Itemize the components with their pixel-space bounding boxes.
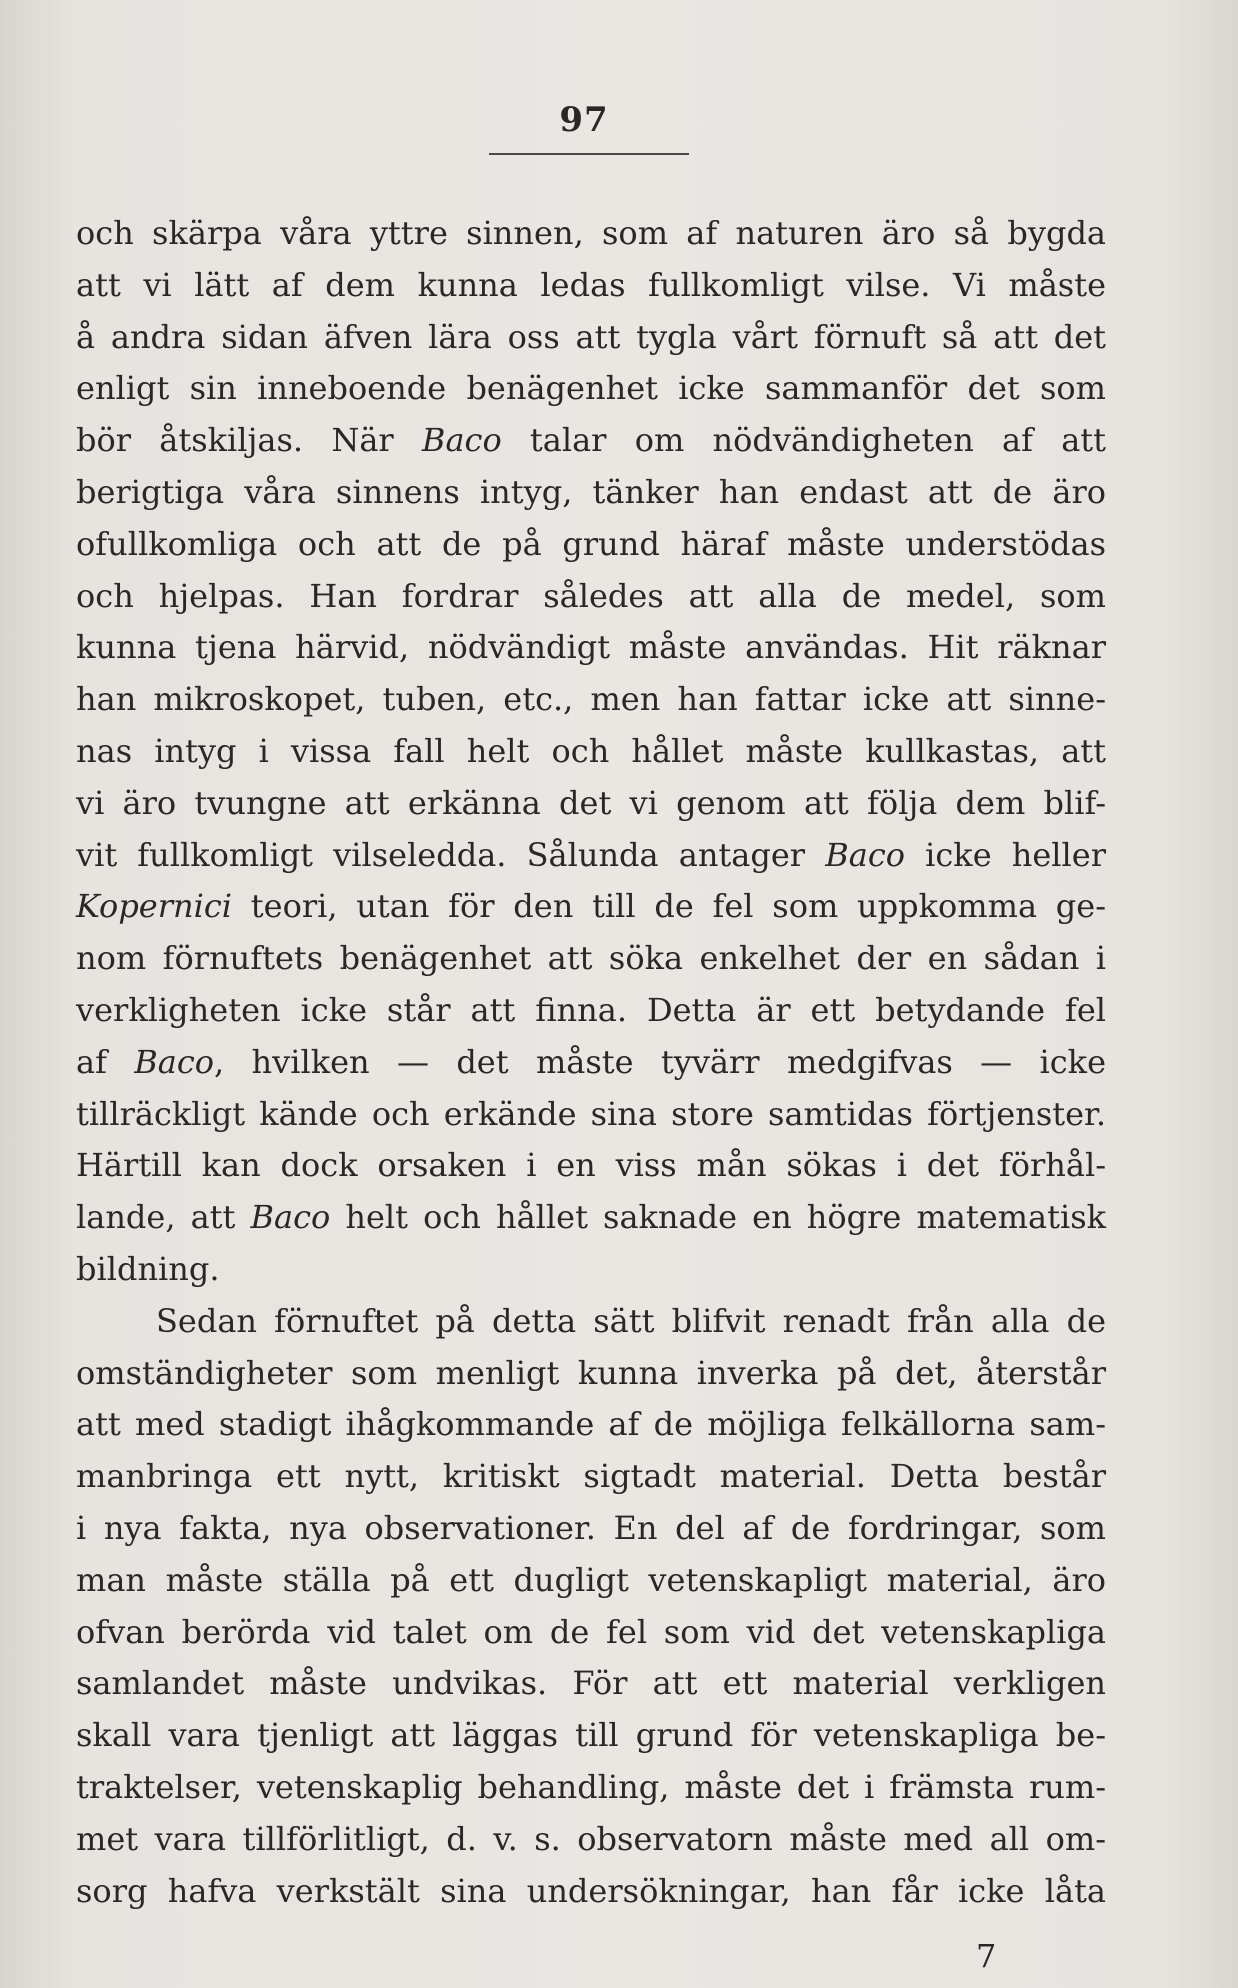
text-line — [76, 830, 1106, 882]
text-line — [76, 415, 1106, 467]
text-run: tillräckligt kände och erkände sina store samtidas förtjenster. — [76, 1094, 1106, 1133]
text-line — [76, 1503, 1106, 1555]
text-line — [76, 1710, 1106, 1762]
text-line — [76, 260, 1106, 312]
text-line — [76, 208, 1106, 260]
page-number: 97 — [559, 100, 609, 140]
text-run: sorg hafva verkstält sina undersökningar, han får icke låta — [76, 1871, 1106, 1910]
text-run: helt och hållet saknade en högre matematisk — [330, 1198, 1107, 1237]
text-line — [76, 467, 1106, 519]
text-run: att med stadigt ihågkommande af de möjliga felkällorna sam- — [76, 1405, 1106, 1444]
text-run: af — [76, 1042, 135, 1081]
text-line — [76, 312, 1106, 364]
text-line — [76, 1399, 1106, 1451]
text-run: å andra sidan äfven lära oss att tygla vårt förnuft så att det — [76, 317, 1106, 356]
text-run: vit fullkomligt vilseledda. Sålunda antager — [76, 835, 826, 874]
text-run: och skärpa våra yttre sinnen, som af naturen äro så bygda — [76, 214, 1106, 252]
text-run: enligt sin inneboende benägenhet icke sammanför det som — [76, 369, 1106, 408]
text-run: met vara tillförlitligt, d. v. s. observatorn måste med all om- — [76, 1819, 1106, 1858]
text-line — [76, 1658, 1106, 1710]
text-run: lande, att — [76, 1198, 251, 1237]
text-run: bildning. — [76, 1249, 220, 1288]
text-run: nas intyg i vissa fall helt och hållet måste kullkastas, att — [76, 731, 1106, 770]
text-line — [76, 1037, 1106, 1089]
text-line — [76, 1296, 1106, 1348]
text-run: traktelser, vetenskaplig behandling, måste det i främsta rum- — [76, 1767, 1106, 1806]
text-line — [76, 1348, 1106, 1400]
text-run: att vi lätt af dem kunna ledas fullkomligt vilse. Vi måste — [76, 265, 1106, 304]
text-line — [76, 1555, 1106, 1607]
text-run: talar om nödvändigheten af att — [501, 421, 1107, 460]
text-line — [76, 726, 1106, 778]
text-run: manbringa ett nytt, kritiskt sigtadt material. Detta består — [76, 1457, 1106, 1496]
text-run: kunna tjena härvid, nödvändigt måste användas. Hit räknar — [76, 628, 1106, 667]
text-line — [76, 933, 1106, 985]
text-line — [76, 1089, 1106, 1141]
text-line — [76, 985, 1106, 1037]
text-run: samlandet måste undvikas. För att ett material verkligen — [76, 1664, 1106, 1703]
body-text — [76, 208, 1106, 1917]
text-run: Sedan förnuftet på detta sätt blifvit renadt från alla de — [156, 1301, 1106, 1340]
text-line — [76, 363, 1106, 415]
text-run: och hjelpas. Han fordrar således att alla de medel, som — [76, 576, 1106, 615]
text-line — [76, 1140, 1106, 1192]
text-line — [76, 1244, 1106, 1296]
text-run: ofvan berörda vid talet om de fel som vid det vetenskapliga — [76, 1612, 1106, 1651]
italic-name: Kopernici — [76, 887, 233, 926]
text-run: berigtiga våra sinnens intyg, tänker han endast att de äro — [76, 472, 1106, 511]
text-line — [76, 1607, 1106, 1659]
text-run: nom förnuftets benägenhet att söka enkelhet der en sådan i — [76, 939, 1106, 978]
text-line — [76, 1866, 1106, 1918]
text-run: man måste ställa på ett dugligt vetenskapligt material, äro — [76, 1560, 1106, 1599]
text-run: , hvilken — det måste tyvärr medgifvas — icke — [214, 1042, 1107, 1081]
text-run: bör åtskiljas. När — [76, 421, 422, 460]
text-run: skall vara tjenligt att läggas till grund för vetenskapliga be- — [76, 1716, 1106, 1755]
text-run: han mikroskopet, tuben, etc., men han fattar icke att sinne- — [76, 680, 1106, 719]
text-line — [76, 881, 1106, 933]
text-line — [76, 1192, 1106, 1244]
text-line — [76, 571, 1106, 623]
text-run: verkligheten icke står att finna. Detta är ett betydande fel — [76, 990, 1106, 1029]
text-line — [76, 1451, 1106, 1503]
text-run: omständigheter som menligt kunna inverka på det, återstår — [76, 1353, 1106, 1392]
italic-name: Baco — [421, 421, 502, 460]
text-run: Härtill kan dock orsaken i en viss mån sökas i det förhål- — [76, 1146, 1106, 1185]
text-line — [76, 519, 1106, 571]
text-run: icke heller — [905, 835, 1107, 874]
text-line — [76, 674, 1106, 726]
signature-mark: 7 — [976, 1937, 997, 1975]
italic-name: Baco — [825, 835, 906, 874]
text-line — [76, 1762, 1106, 1814]
text-line — [76, 1814, 1106, 1866]
header-rule — [489, 153, 689, 155]
italic-name: Baco — [134, 1042, 215, 1081]
text-line — [76, 778, 1106, 830]
text-run: ofullkomliga och att de på grund häraf måste understödas — [76, 524, 1106, 563]
text-run: i nya fakta, nya observationer. En del af de fordringar, som — [76, 1508, 1106, 1547]
italic-name: Baco — [250, 1198, 331, 1237]
text-line — [76, 622, 1106, 674]
text-run: teori, utan för den till de fel som uppkomma ge- — [232, 887, 1106, 926]
text-run: vi äro tvungne att erkänna det vi genom att följa dem blif- — [76, 783, 1106, 822]
